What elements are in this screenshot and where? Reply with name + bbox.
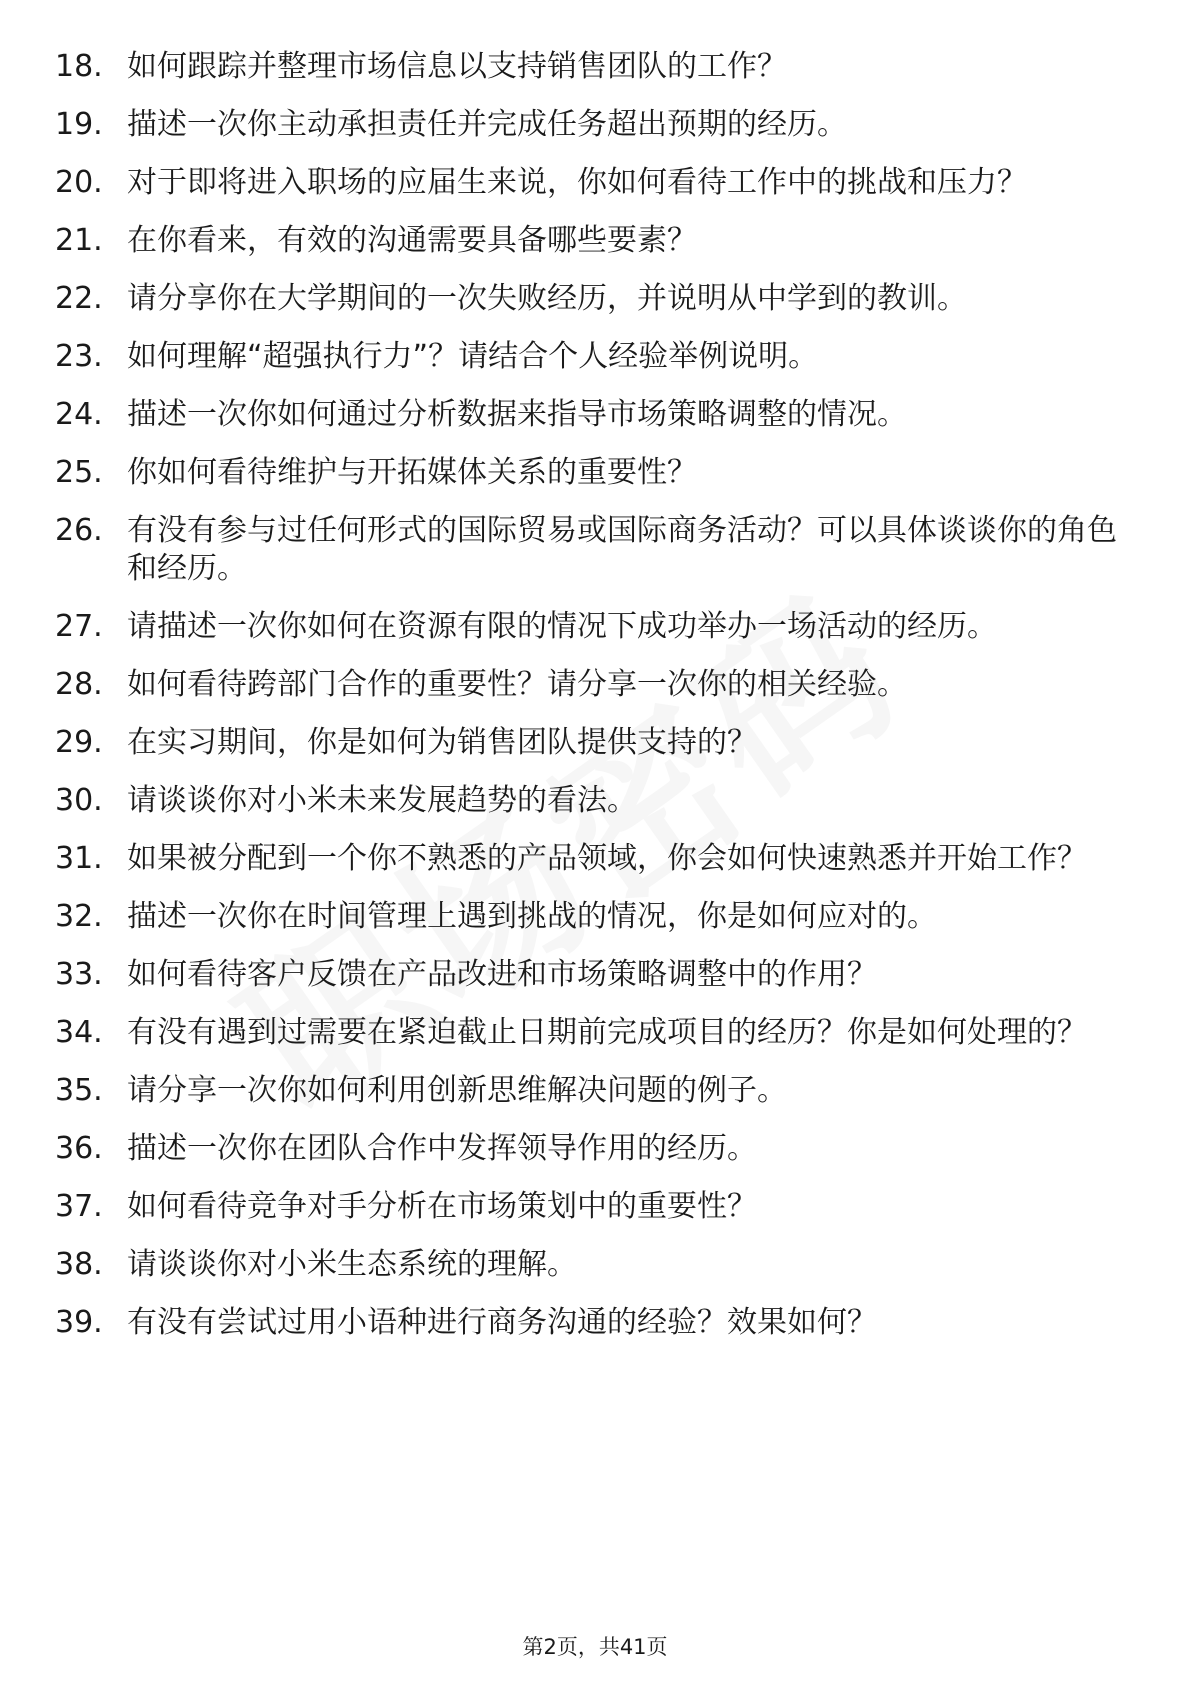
question-number: 30. xyxy=(55,783,103,818)
question-item xyxy=(0,222,1190,260)
question-item xyxy=(0,106,1190,144)
question-item xyxy=(0,48,1190,86)
question-text: 请分享一次你如何利用创新思维解决问题的例子。 xyxy=(127,1073,787,1108)
question-text: 请谈谈你对小米未来发展趋势的看法。 xyxy=(127,783,637,818)
question-number: 26. xyxy=(55,513,103,548)
question-number: 32. xyxy=(55,899,103,934)
question-number: 18. xyxy=(55,49,103,84)
question-item xyxy=(0,454,1190,492)
question-text: 如何看待跨部门合作的重要性？请分享一次你的相关经验。 xyxy=(127,667,907,702)
question-text: 你如何看待维护与开拓媒体关系的重要性？ xyxy=(127,455,697,490)
question-text: 如何理解“超强执行力”？请结合个人经验举例说明。 xyxy=(127,339,819,374)
question-item xyxy=(0,1188,1190,1226)
question-number: 28. xyxy=(55,667,103,702)
question-number: 33. xyxy=(55,957,103,992)
question-text: 有没有参与过任何形式的国际贸易或国际商务活动？可以具体谈谈你的角色和经历。 xyxy=(127,513,1117,586)
question-item xyxy=(0,666,1190,704)
question-item xyxy=(0,396,1190,434)
question-text: 描述一次你在时间管理上遇到挑战的情况，你是如何应对的。 xyxy=(127,899,937,934)
question-item xyxy=(0,898,1190,936)
question-number: 21. xyxy=(55,223,103,258)
question-text: 如何看待客户反馈在产品改进和市场策略调整中的作用？ xyxy=(127,957,877,992)
question-item xyxy=(0,1246,1190,1284)
question-number: 39. xyxy=(55,1305,103,1340)
question-number: 22. xyxy=(55,281,103,316)
question-number: 29. xyxy=(55,725,103,760)
question-text: 有没有尝试过用小语种进行商务沟通的经验？效果如何？ xyxy=(127,1305,877,1340)
page-number-label: 第2页，共41页 xyxy=(522,1635,668,1659)
question-text: 如何跟踪并整理市场信息以支持销售团队的工作？ xyxy=(127,49,787,84)
question-item xyxy=(0,1072,1190,1110)
question-text: 请描述一次你如何在资源有限的情况下成功举办一场活动的经历。 xyxy=(127,609,997,644)
question-number: 34. xyxy=(55,1015,103,1050)
question-number: 38. xyxy=(55,1247,103,1282)
question-text: 在实习期间，你是如何为销售团队提供支持的？ xyxy=(127,725,757,760)
question-item xyxy=(0,1304,1190,1342)
question-number: 23. xyxy=(55,339,103,374)
question-text: 在你看来，有效的沟通需要具备哪些要素？ xyxy=(127,223,697,258)
question-item xyxy=(0,512,1190,588)
page-footer xyxy=(0,1634,1190,1660)
question-text: 有没有遇到过需要在紧迫截止日期前完成项目的经历？你是如何处理的？ xyxy=(127,1015,1087,1050)
question-number: 24. xyxy=(55,397,103,432)
question-number: 19. xyxy=(55,107,103,142)
question-number: 35. xyxy=(55,1073,103,1108)
question-text: 请分享你在大学期间的一次失败经历，并说明从中学到的教训。 xyxy=(127,281,967,316)
question-text: 如果被分配到一个你不熟悉的产品领域，你会如何快速熟悉并开始工作？ xyxy=(127,841,1087,876)
question-text: 请谈谈你对小米生态系统的理解。 xyxy=(127,1247,577,1282)
question-number: 37. xyxy=(55,1189,103,1224)
question-item xyxy=(0,280,1190,318)
question-text: 描述一次你如何通过分析数据来指导市场策略调整的情况。 xyxy=(127,397,907,432)
question-item xyxy=(0,608,1190,646)
question-number: 25. xyxy=(55,455,103,490)
question-item xyxy=(0,782,1190,820)
question-item xyxy=(0,1014,1190,1052)
question-number: 36. xyxy=(55,1131,103,1166)
question-item xyxy=(0,1130,1190,1168)
question-number: 31. xyxy=(55,841,103,876)
question-text: 对于即将进入职场的应届生来说，你如何看待工作中的挑战和压力？ xyxy=(127,165,1027,200)
question-item xyxy=(0,724,1190,762)
question-item xyxy=(0,164,1190,202)
question-item xyxy=(0,840,1190,878)
question-item xyxy=(0,956,1190,994)
question-text: 描述一次你在团队合作中发挥领导作用的经历。 xyxy=(127,1131,757,1166)
question-item xyxy=(0,338,1190,376)
question-text: 如何看待竞争对手分析在市场策划中的重要性？ xyxy=(127,1189,757,1224)
question-list xyxy=(0,48,1190,1362)
question-number: 20. xyxy=(55,165,103,200)
question-number: 27. xyxy=(55,609,103,644)
question-text: 描述一次你主动承担责任并完成任务超出预期的经历。 xyxy=(127,107,847,142)
